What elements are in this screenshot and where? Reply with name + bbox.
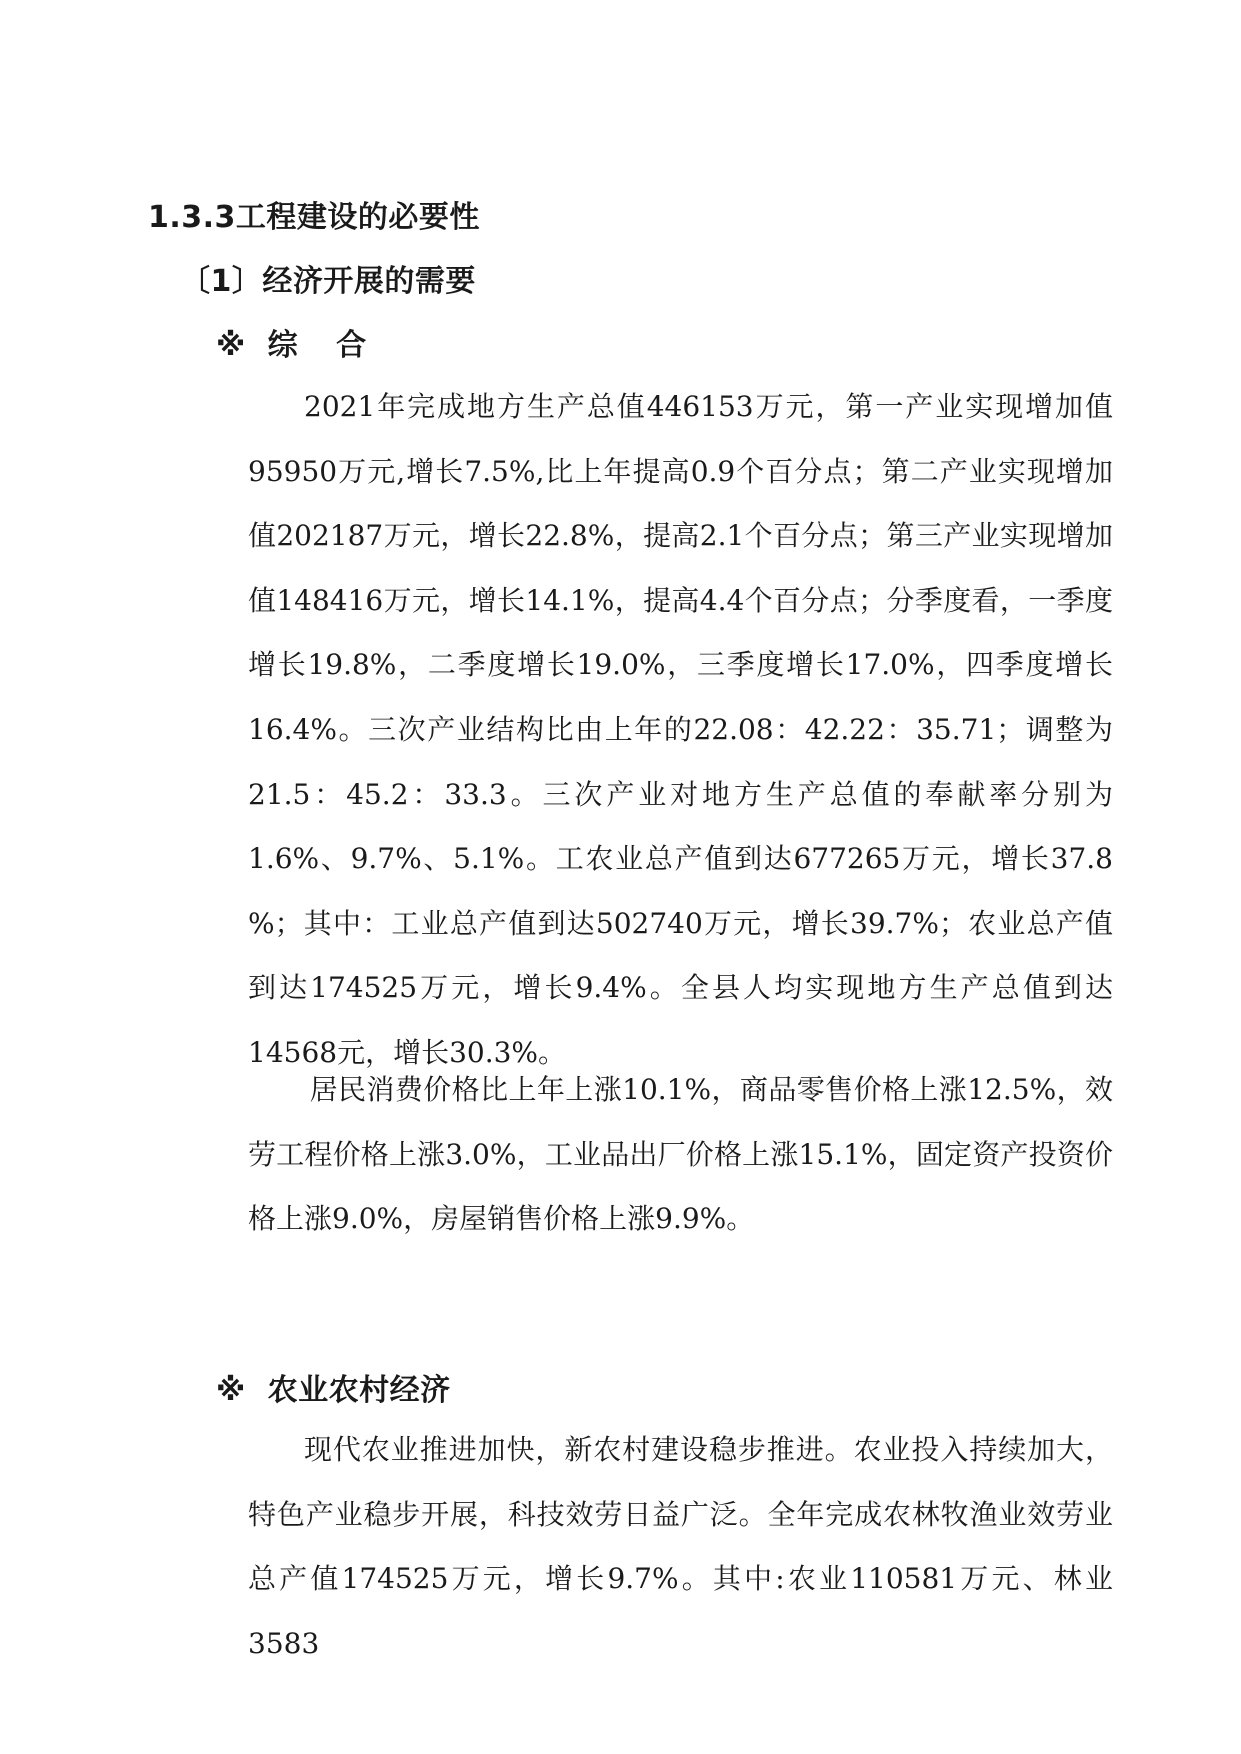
paragraph-agriculture: 现代农业推进加快，新农村建设稳步推进。农业投入持续加大，特色产业稳步开展，科技效劳日益广泛。全年完成农林牧渔业效劳业总产值174525万元，增长9.7%。其中:农业110581万元、林业3583 [248,1433,1113,1660]
section-heading [148,192,480,236]
subsection-heading [180,256,476,300]
subsection-number: 〔1〕 [180,264,263,299]
section-title: 工程建设的必要性 [235,200,480,235]
item-heading-agriculture [216,1365,451,1409]
item-heading-comprehensive [216,320,380,364]
item-title: 综 合 [267,328,381,363]
item-title: 农业农村经济 [267,1373,451,1408]
section-number: 1.3.3 [148,200,236,235]
paragraph-price-index: 居民消费价格比上年上涨10.1%，商品零售价格上涨12.5%，效劳工程价格上涨3.0%，工业品出厂价格上涨15.1%，固定资产投资价格上涨9.0%，房屋销售价格上涨9.9%。 [248,1073,1113,1236]
paragraph-economy-overview: 2021年完成地方生产总值446153万元，第一产业实现增加值95950万元,增长7.5%,比上年提高0.9个百分点；第二产业实现增加值202187万元，增长22.8%，提高2.1个百分点；第三产业实现增加值148416万元，增长14.1%，提高4.4个百分点；分季度看，一季度增长19.8%，二季度增长19.0%，三季度增长17.0%，四季度增长16.4%。三次产业结构比由上年的22.08：42.22：35.71；调整为21.5：45.2：33.3。三次产业对地方生产总值的奉献率分别为1.6%、9.7%、5.1%。工农业总产值到达677265万元，增长37.8 %；其中：工业总产值到达502740万元，增长39.7%；农业总产值到达174525万元，增长9.4%。全县人均实现地方生产总值到达14568元，增长30.3%。 [248,390,1113,1069]
subsection-title: 经济开展的需要 [262,264,476,299]
reference-mark-icon: ※ [216,328,246,363]
reference-mark-icon: ※ [216,1373,246,1408]
